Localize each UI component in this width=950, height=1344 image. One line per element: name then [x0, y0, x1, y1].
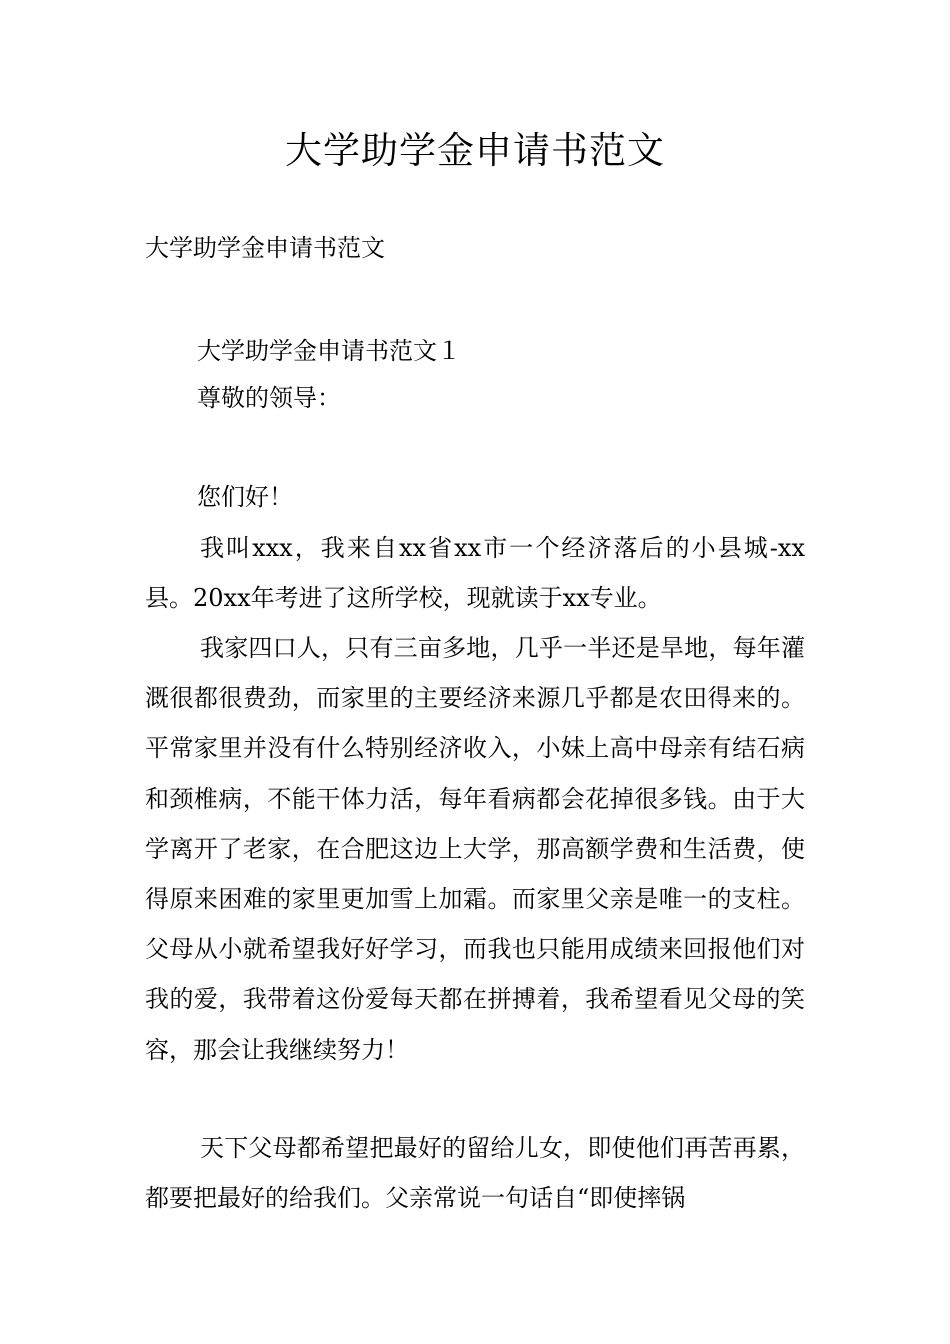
section-heading: 大学助学金申请书范文１ — [197, 337, 461, 365]
paragraph-2: 我家四口人，只有三亩多地，几乎一半还是旱地，每年灌溉很都很费劲，而家里的主要经济来源几乎都是农田得来的。平常家里并没有什么特别经济收入，小妹上高中母亲有结石病和颈椎病，不能干体力活，每年看病都会花掉很多钱。由于大学离开了老家，在合肥这边上大学，那高额学费和生活费，使得原来困难的家里更加雪上加霜。而家里父亲是唯一的支柱。父母从小就希望我好好学习，而我也只能用成绩来回报他们对我的爱，我带着这份爱每天都在拼搏着，我希望看见父母的笑容，那会让我继续努力！ — [145, 634, 805, 1064]
salutation: 尊敬的领导： — [197, 384, 341, 412]
document-title: 大学助学金申请书范文 — [285, 129, 665, 172]
paragraph-1: 我叫xxx，我来自xx省xx市一个经济落后的小县城-xx县。20xx年考进了这所学校，现就读于xx专业。 — [145, 534, 805, 613]
paragraph-3: 天下父母都希望把最好的留给儿女，即使他们再苦再累，都要把最好的给我们。父亲常说一句话自“即使摔锅 — [145, 1134, 805, 1213]
greeting: 您们好！ — [197, 483, 293, 511]
document-subtitle: 大学助学金申请书范文 — [145, 234, 385, 262]
